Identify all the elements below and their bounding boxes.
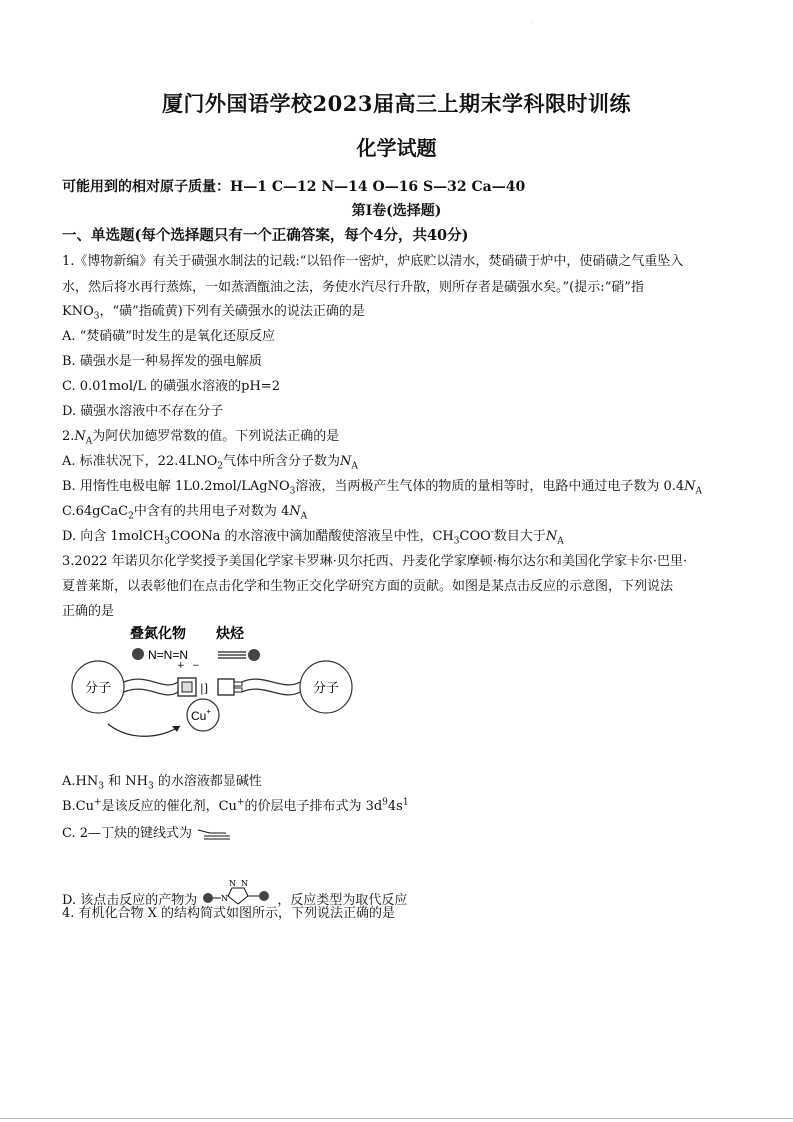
azide-charge-minus: − <box>192 661 200 671</box>
right-molecule-label: 分子 <box>313 680 340 695</box>
svg-text:N: N <box>221 894 229 903</box>
q1-stem-line2: 水，然后将水再行蒸炼，一如蒸酒甑油之法，务使水汽尽行升散，则所存者是磺强水矣。”(提示:“硝”指 <box>62 280 644 295</box>
q1-stem-line3: $KNO_3$，“磺”指硫黄)下列有关磺强水的说法正确的是 <box>62 304 365 322</box>
q3-option-b: B.Cu+是该反应的催化剂，Cu+的价层电子排布式为 $3d^94s^1$ <box>62 797 409 814</box>
alkyne-atom-ball <box>248 649 260 661</box>
part-heading: 第Ⅰ卷(选择题) <box>351 203 442 219</box>
q2-option-d: D. 向含 1molCH$_3$COONa 的水溶液中滴加醋酸使溶液呈中性，$CH_3COO^-$数目大于$N_A$ <box>62 527 564 547</box>
atomic-masses: 可能用到的相对原子质量：H—1 C—12 N—14 O—16 S—32 Ca—40 <box>62 179 526 195</box>
page-bottom-rule <box>0 1118 793 1119</box>
q3-stem-line3: 正确的是 <box>62 604 115 619</box>
q2-option-b: B. 用惰性电极电解 1L0.2mol/LAgNO$_3$溶液，当两极产生气体的物质的量相等时，电路中通过电子数为 $0.4N_A$ <box>62 479 703 497</box>
azide-label: 叠氮化物 <box>130 625 186 641</box>
q3-option-d: D. 该点击反应的产物为 N N N ，反应类型为取代反应 <box>62 876 407 910</box>
q4-stem: 4. 有机化合物 X 的结构简式如图所示，下列说法正确的是 <box>62 906 396 921</box>
q1-option-b: B. 磺强水是一种易挥发的强电解质 <box>62 354 262 369</box>
svg-text:|]: |] <box>200 682 208 695</box>
exam-subtitle: 化学试题 <box>356 136 437 160</box>
q3-option-c: C. 2—丁炔的键线式为 <box>62 822 232 841</box>
q1-option-d: D. 磺强水溶液中不存在分子 <box>62 404 224 419</box>
butyne-skeletal-formula <box>196 827 232 841</box>
click-reaction-diagram <box>68 622 358 752</box>
svg-text:N: N <box>241 879 249 888</box>
alkyne-label: 炔烃 <box>216 625 244 641</box>
arrow-head <box>172 726 180 732</box>
azide-charge-plus: + <box>177 661 185 671</box>
alkyne-connector <box>218 679 234 695</box>
svg-text:N: N <box>229 879 237 888</box>
section-heading: 一、单选题(每个选择题只有一个正确答案，每个4分，共40分) <box>62 227 469 244</box>
q3-option-a: $A.HN_3$ 和 $NH_3$ 的水溶液都显碱性 <box>62 774 262 792</box>
q3-stem-line2: 夏普莱斯，以表彰他们在点击化学和生物正交化学研究方面的贡献。如图是某点击反应的示意图，下列说法 <box>62 579 674 594</box>
azide-formula: N=N=N <box>148 648 189 662</box>
q1-stem-line1: 1.《博物新编》有关于磺强水制法的记载:“以铅作一密炉，炉底贮以清水，焚硝磺于炉中，使硝磺之气重坠入 <box>62 254 684 269</box>
copper-catalyst-label: Cu+ <box>191 707 212 723</box>
azide-atom-ball <box>132 648 144 660</box>
left-molecule-label: 分子 <box>85 680 112 695</box>
q2-option-a: A. 标准状况下，$22.4LNO_2$气体中所含分子数为$N_A$ <box>62 454 358 472</box>
q2-stem: $2.N_A$为阿伏加德罗常数的值。下列说法正确的是 <box>62 429 340 447</box>
q1-option-c: C. 0.01mol/L 的磺强水溶液的pH=2 <box>62 379 280 394</box>
q3-stem-line1: 3.2022 年诺贝尔化学奖授予美国化学家卡罗琳·贝尔托西、丹麦化学家摩顿·梅尔达尔和美国化学家卡尔·巴里· <box>62 554 688 569</box>
q1-option-a: A. “焚硝磺”时发生的是氧化还原反应 <box>62 329 275 344</box>
q2-option-c: C.64gCaC$_2$中含有的共用电子对数为 $4N_A$ <box>62 504 308 522</box>
exam-title: 厦门外国语学校2023届高三上期末学科限时训练 <box>162 91 631 116</box>
page-mark: · <box>531 20 533 27</box>
